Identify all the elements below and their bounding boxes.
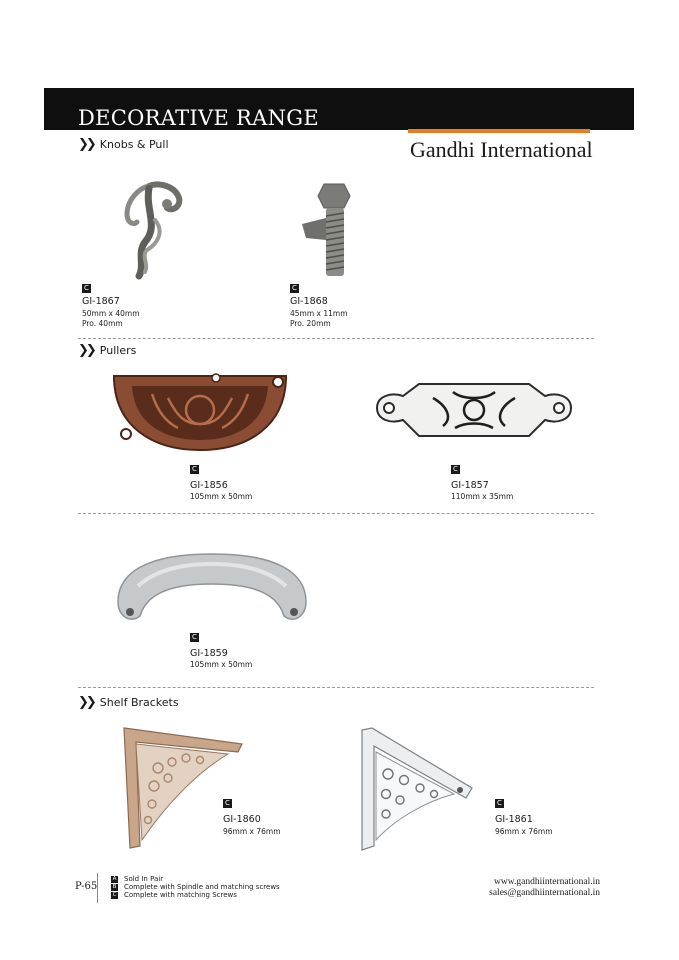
product-size: 96mm x 76mm	[223, 827, 281, 836]
product-code: GI-1867	[82, 296, 120, 307]
page-number: P-65	[75, 881, 98, 892]
product-size: 50mm x 40mm	[82, 309, 140, 318]
legend-key: A	[112, 875, 117, 882]
product-size: 105mm x 50mm	[190, 492, 253, 501]
section-label: Pullers	[99, 344, 137, 357]
product-projection: Pro. 40mm	[82, 319, 123, 328]
product-code: GI-1861	[495, 814, 533, 825]
section-divider	[78, 338, 594, 339]
legend-item	[111, 891, 280, 899]
legend-key: B	[112, 883, 117, 890]
product-image-gi-1868	[298, 180, 370, 282]
product-image-gi-1859	[108, 546, 316, 630]
brand-accent-line	[408, 129, 590, 133]
footer-contact	[489, 877, 600, 899]
product-projection: Pro. 20mm	[290, 319, 331, 328]
double-chevron-icon: ❯❯	[78, 695, 94, 710]
product-badge: C	[290, 284, 299, 293]
product-size: 105mm x 50mm	[190, 660, 253, 669]
product-badge: C	[223, 799, 232, 808]
page-title: DECORATIVE RANGE	[78, 106, 320, 130]
section-label: Knobs & Pull	[99, 138, 169, 151]
email-link[interactable]: sales@gandhiinternational.in	[489, 888, 600, 898]
section-label: Shelf Brackets	[99, 696, 179, 709]
product-size: 110mm x 35mm	[451, 492, 514, 501]
product-image-gi-1867	[115, 180, 187, 282]
brand-name: Gandhi International	[410, 137, 593, 162]
footer-legend	[111, 875, 280, 899]
section-divider	[78, 513, 594, 514]
legend-text: Complete with matching Screws	[124, 891, 237, 899]
legend-item	[111, 875, 280, 883]
product-badge: C	[495, 799, 504, 808]
legend-text: Sold In Pair	[124, 875, 164, 883]
product-code: GI-1868	[290, 296, 328, 307]
product-code: GI-1860	[223, 814, 261, 825]
website-link[interactable]: www.gandhiinternational.in	[494, 877, 600, 887]
product-size: 45mm x 11mm	[290, 309, 348, 318]
double-chevron-icon: ❯❯	[78, 343, 94, 358]
product-code: GI-1859	[190, 648, 228, 659]
product-badge: C	[82, 284, 91, 293]
section-divider	[78, 687, 594, 688]
product-badge: C	[190, 465, 199, 474]
section-pullers-title	[78, 343, 136, 358]
section-brackets-title	[78, 695, 179, 710]
product-image-gi-1856	[108, 368, 292, 454]
product-image-gi-1861	[354, 724, 476, 854]
legend-item	[111, 883, 280, 891]
product-badge: C	[451, 465, 460, 474]
legend-key: C	[112, 891, 117, 898]
product-code: GI-1856	[190, 480, 228, 491]
product-size: 96mm x 76mm	[495, 827, 553, 836]
product-code: GI-1857	[451, 480, 489, 491]
section-knobs-title	[78, 137, 169, 152]
legend-text: Complete with Spindle and matching screws	[124, 883, 280, 891]
double-chevron-icon: ❯❯	[78, 137, 94, 152]
product-image-gi-1857	[373, 378, 575, 442]
footer-separator	[97, 873, 98, 903]
product-badge: C	[190, 633, 199, 642]
